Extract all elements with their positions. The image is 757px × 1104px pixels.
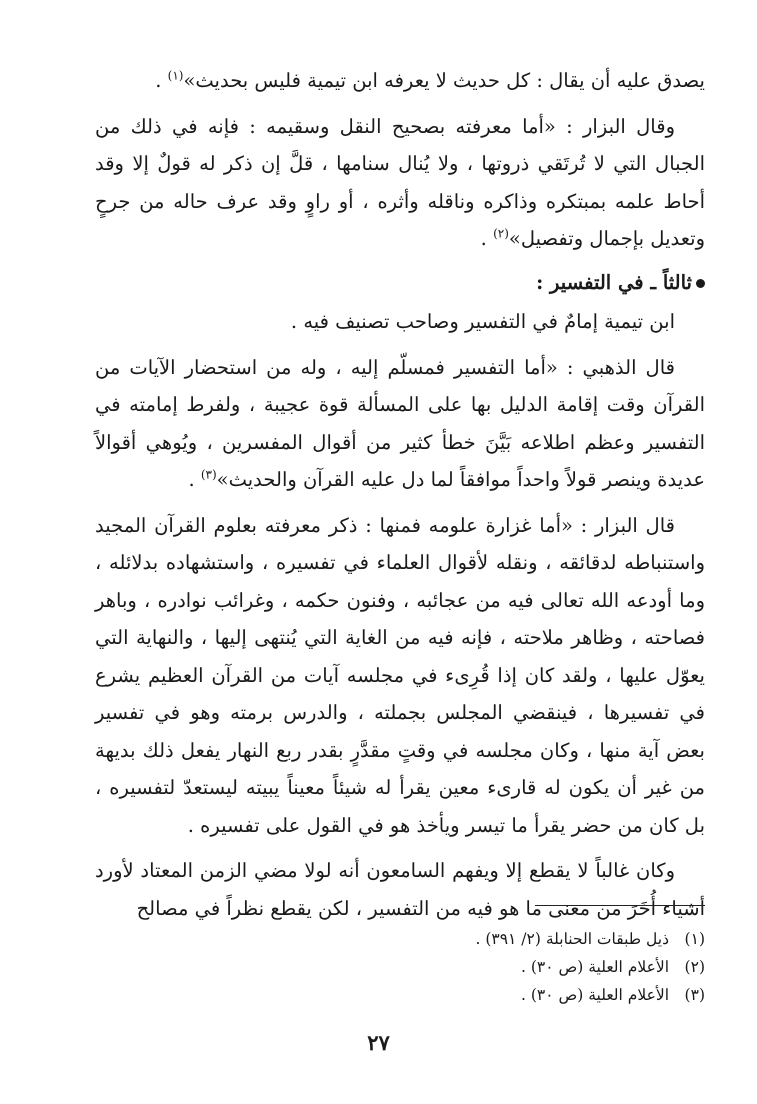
paragraph-2 <box>95 108 705 258</box>
footnote-text: الأعلام العلية (ص ٣٠) . <box>521 958 669 976</box>
paragraph-2-end: . <box>480 227 494 250</box>
footnote-ref-2[interactable]: (٢) <box>493 226 509 241</box>
footnote-number: (٣) <box>684 986 705 1004</box>
section-heading <box>95 264 705 302</box>
paragraph-2-text: وقال البزار : «أما معرفته بصحيح النقل وسقيمه : فإنه في ذلك من الجبال التي لا تُرتَقي ذروتها ، ولا يُنال سنامها ، قلَّ إن ذكر له قولٌ إلا وقد أحاط علمه بمبتكره وذاكره وناقله وأثره ، أو راوٍ وقد عرف حاله من جرحٍ وتعديل بإجمال وتفصيل» <box>95 114 705 250</box>
footnote-text: ذيل طبقات الحنابلة (٢/ ٣٩١) . <box>475 930 669 948</box>
paragraph-4-text: قال الذهبي : «أما التفسير فمسلّم إليه ، وله من استحضار الآيات من القرآن وقت إقامة الدليل بها على المسألة قوة عجيبة ، ولفرط إمامته في التفسير وعظم اطلاعه بَيَّنَ خطأ كثير من أقوال المفسرين ، ويُوهي أقوالاً عديدة وينصر قولاً واحداً موافقاً لما دل عليه القرآن والحديث» <box>95 355 705 491</box>
footnote-number: (٢) <box>684 958 705 976</box>
paragraph-4 <box>95 349 705 499</box>
footnote-divider <box>535 905 705 906</box>
paragraph-5: قال البزار : «أما غزارة علومه فمنها : ذكر معرفته بعلوم القرآن المجيد واستنباطه لدقائقه ، ونقله لأقوال العلماء في تفسيره ، واستشهاده بدلائله ، وما أودعه الله تعالى فيه من عجائبه ، وفنون حكمه ، وغرائب نوادره ، وباهر فصاحته ، وظاهر ملاحته ، فإنه فيه من الغاية التي يُنتهى إليها ، والنهاية التي يعوّل عليها ، ولقد كان إذا قُرِىء في مجلسه آيات من القرآن العظيم يشرع في تفسيرها ، فينقضي المجلس بجملته ، والدرس برمته وهو في تفسير بعض آية منها ، وكان مجلسه في وقتٍ مقدَّرٍ بقدر ربع النهار يفعل ذلك بديهة من غير أن يكون له قارىء معين يقرأ له شيئاً معيناً يبيته ليستعدّ لتفسيره ، بل كان من حضر يقرأ ما تيسر ويأخذ هو في القول على تفسيره . <box>95 513 705 837</box>
footnotes <box>300 925 705 1009</box>
footnote-ref-1[interactable]: (١) <box>167 68 184 83</box>
footnote-number: (١) <box>684 930 705 948</box>
paragraph-3: ابن تيمية إمامٌ في التفسير وصاحب تصنيف فيه . <box>290 310 675 333</box>
page-number: ٢٧ <box>367 1030 390 1055</box>
bullet-icon <box>696 279 705 288</box>
paragraph-1-end: . <box>155 69 168 92</box>
paragraph-1 <box>95 62 705 100</box>
footnote-ref-3[interactable]: (٣) <box>200 467 217 482</box>
footnote-3 <box>300 981 705 1009</box>
paragraph-1-text: يصدق عليه أن يقال : كل حديث لا يعرفه ابن تيمية فليس بحديث» <box>183 69 705 92</box>
footnote-2 <box>300 953 705 981</box>
paragraph-4-end: . <box>188 468 201 491</box>
page-body <box>95 62 705 927</box>
section-heading-text: ثالثاً ـ في التفسير : <box>536 270 692 294</box>
paragraph-6: وكان غالباً لا يقطع إلا ويفهم السامعون أنه لولا مضي الزمن المعتاد لأورد أشياء أُخَرَ من معنى ما هو فيه من التفسير ، لكن يقطع نظراً في مصالح <box>95 859 705 920</box>
footnote-1 <box>300 925 705 953</box>
footnote-text: الأعلام العلية (ص ٣٠) . <box>521 986 669 1004</box>
